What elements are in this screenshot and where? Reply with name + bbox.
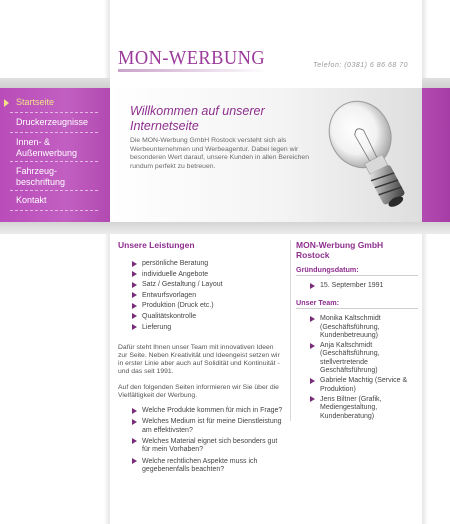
questions-list [118, 407, 284, 474]
logo[interactable]: MON-WERBUNG [118, 47, 266, 69]
services-section [118, 240, 284, 474]
nav-label: Fahrzeug-beschriftung [16, 166, 66, 187]
founding-label: Gründungsdatum: [296, 265, 359, 274]
arrow-right-icon [132, 408, 137, 414]
question-item: Welche rechtlichen Aspekte muss ich gegebenenfalls beachten? [118, 458, 284, 475]
nav-item-aussenwerbung[interactable] [0, 137, 96, 159]
nav-label: Innen- & Außenwerbung [16, 137, 78, 158]
team-label: Unser Team: [296, 298, 340, 308]
arrow-right-icon [132, 438, 137, 444]
light-bulb-image [318, 88, 422, 222]
hero-banner [110, 88, 422, 222]
nav-item-druckerzeugnisse[interactable] [0, 117, 98, 128]
list-item: Entwurfsvorlagen [118, 292, 284, 300]
list-item: individuelle Angebote [118, 271, 284, 279]
divider [296, 308, 418, 309]
company-title: MON-Werbung GmbH Rostock [296, 240, 384, 260]
page-header [110, 0, 422, 78]
list-item: Qualitätskontrolle [118, 313, 284, 321]
nav-label: Druckerzeugnisse [16, 117, 89, 127]
services-list [118, 260, 284, 332]
arrow-right-icon [132, 324, 137, 330]
arrow-right-icon [310, 283, 315, 289]
nav-item-kontakt[interactable] [0, 195, 98, 206]
arrow-right-icon [132, 292, 137, 298]
right-accent-strip [422, 88, 450, 222]
intro-paragraph: Dafür steht Ihnen unser Team mit innovativen Ideen zur Seite. Neben Kreativität und Ideengeist setzen wir in erster Linie aber auch auf Solidität und Kontinuität - und das seit 1991. [118, 343, 280, 376]
info-paragraph: Auf den folgenden Seiten informieren wir Sie über die Vielfältigkeit der Werbung. [118, 383, 279, 399]
hero-text: Die MON-Werbung GmbH Rostock versteht sich als Werbeunternehmen und Werbeagentur. Dabei legen wir besonderen Wert darauf, unsere Kunden in allen Bereichen rundum perfekt zu betreuen. [130, 137, 309, 170]
list-item: 15. September 1991 [296, 282, 418, 290]
nav-item-fahrzeugbeschriftung[interactable] [0, 166, 80, 188]
nav-divider [10, 112, 98, 113]
arrow-right-icon [132, 282, 137, 288]
founding-list [296, 282, 418, 290]
arrow-right-icon [310, 396, 315, 402]
nav-item-startseite[interactable] [0, 97, 98, 108]
hero-title: Willkommen auf unserer Internetseite [130, 104, 265, 133]
divider [296, 275, 418, 276]
team-member: Monika Kaltschmidt (Geschäftsführung, Kundenbetreuung) [296, 315, 418, 340]
team-list [296, 315, 418, 421]
team-member: Jens Biltner (Grafik, Mediengestaltung, Kundenberatung) [296, 396, 418, 421]
team-member: Anja Kaltschmidt (Geschäftsführung, stellvertretende Geschäftsführung) [296, 342, 418, 375]
question-item: Welches Material eignet sich besonders gut für mein Vorhaben? [118, 438, 284, 455]
sidebar-nav [0, 88, 110, 222]
team-member: Gabriele Machtig (Service & Produktion) [296, 377, 418, 394]
list-item: Lieferung [118, 324, 284, 332]
list-item: Produktion (Druck etc.) [118, 302, 284, 310]
arrow-right-icon [132, 419, 137, 425]
nav-label: Kontakt [16, 195, 47, 205]
nav-divider [10, 210, 98, 211]
list-item: Satz / Gestaltung / Layout [118, 281, 284, 289]
arrow-right-icon [132, 458, 137, 464]
arrow-right-icon [132, 313, 137, 319]
company-section [290, 240, 418, 421]
page [110, 0, 422, 524]
arrow-right-icon [310, 343, 315, 349]
company-block [291, 240, 418, 421]
question-item: Welches Medium ist für meine Dienstleistung am effektivsten? [118, 418, 284, 435]
nav-divider [10, 190, 98, 191]
list-item: persönliche Beratung [118, 260, 284, 268]
nav-divider [10, 132, 98, 133]
arrow-right-icon [132, 303, 137, 309]
arrow-right-icon [310, 316, 315, 322]
question-item: Welche Produkte kommen für mich in Frage? [118, 407, 284, 415]
arrow-right-icon [4, 99, 9, 107]
phone-number: Telefon: (0381) 6 86 68 70 [313, 62, 408, 69]
services-title: Unsere Leistungen [118, 240, 195, 250]
nav-label: Startseite [16, 97, 55, 107]
footer-band [0, 222, 450, 234]
arrow-right-icon [310, 378, 315, 384]
arrow-right-icon [132, 271, 137, 277]
nav-divider [10, 161, 98, 162]
logo-underline [118, 69, 268, 72]
arrow-right-icon [132, 261, 137, 267]
